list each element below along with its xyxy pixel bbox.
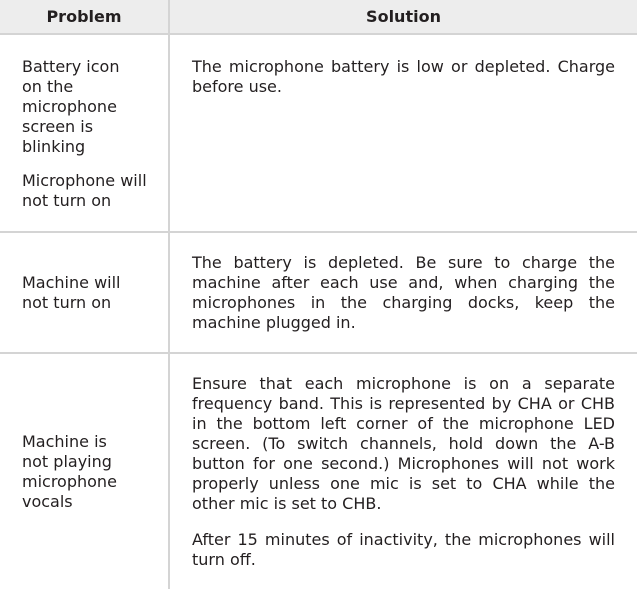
problem-cell <box>0 34 169 232</box>
solution-text: The microphone battery is low or depleted. Charge before use. <box>192 57 615 96</box>
solution-cell <box>169 232 637 353</box>
header-row <box>0 0 637 34</box>
table-row <box>0 232 637 353</box>
problem-text: Microphone will not turn on <box>22 171 147 210</box>
problem-text: Machine is not playing microphone vocals <box>22 431 117 511</box>
problem-cell <box>0 353 169 589</box>
solution-cell <box>169 353 637 589</box>
problem-text: Battery icon on the microphone screen is blinking <box>22 57 120 156</box>
problem-cell <box>0 232 169 353</box>
problem-header: Problem <box>0 0 169 34</box>
problem-text: Machine will not turn on <box>22 272 121 312</box>
solution-header: Solution <box>169 0 637 34</box>
table-row <box>0 353 637 589</box>
solution-text: The battery is depleted. Be sure to charge the machine after each use and, when charging the microphones in the charging docks, keep the machine plugged in. <box>192 252 615 332</box>
solution-text: Ensure that each microphone is on a separate frequency band. This is represented by CHA or CHB in the bottom left corner of the microphone LED screen. (To switch channels, hold down the A-B button for one second.) Microphones will not work properly unless one mic is set to CHA while the other mic is set to CHB. <box>192 373 615 513</box>
solution-text: After 15 minutes of inactivity, the microphones will turn off. <box>192 529 615 569</box>
solution-cell <box>169 34 637 232</box>
table-row <box>0 34 637 232</box>
